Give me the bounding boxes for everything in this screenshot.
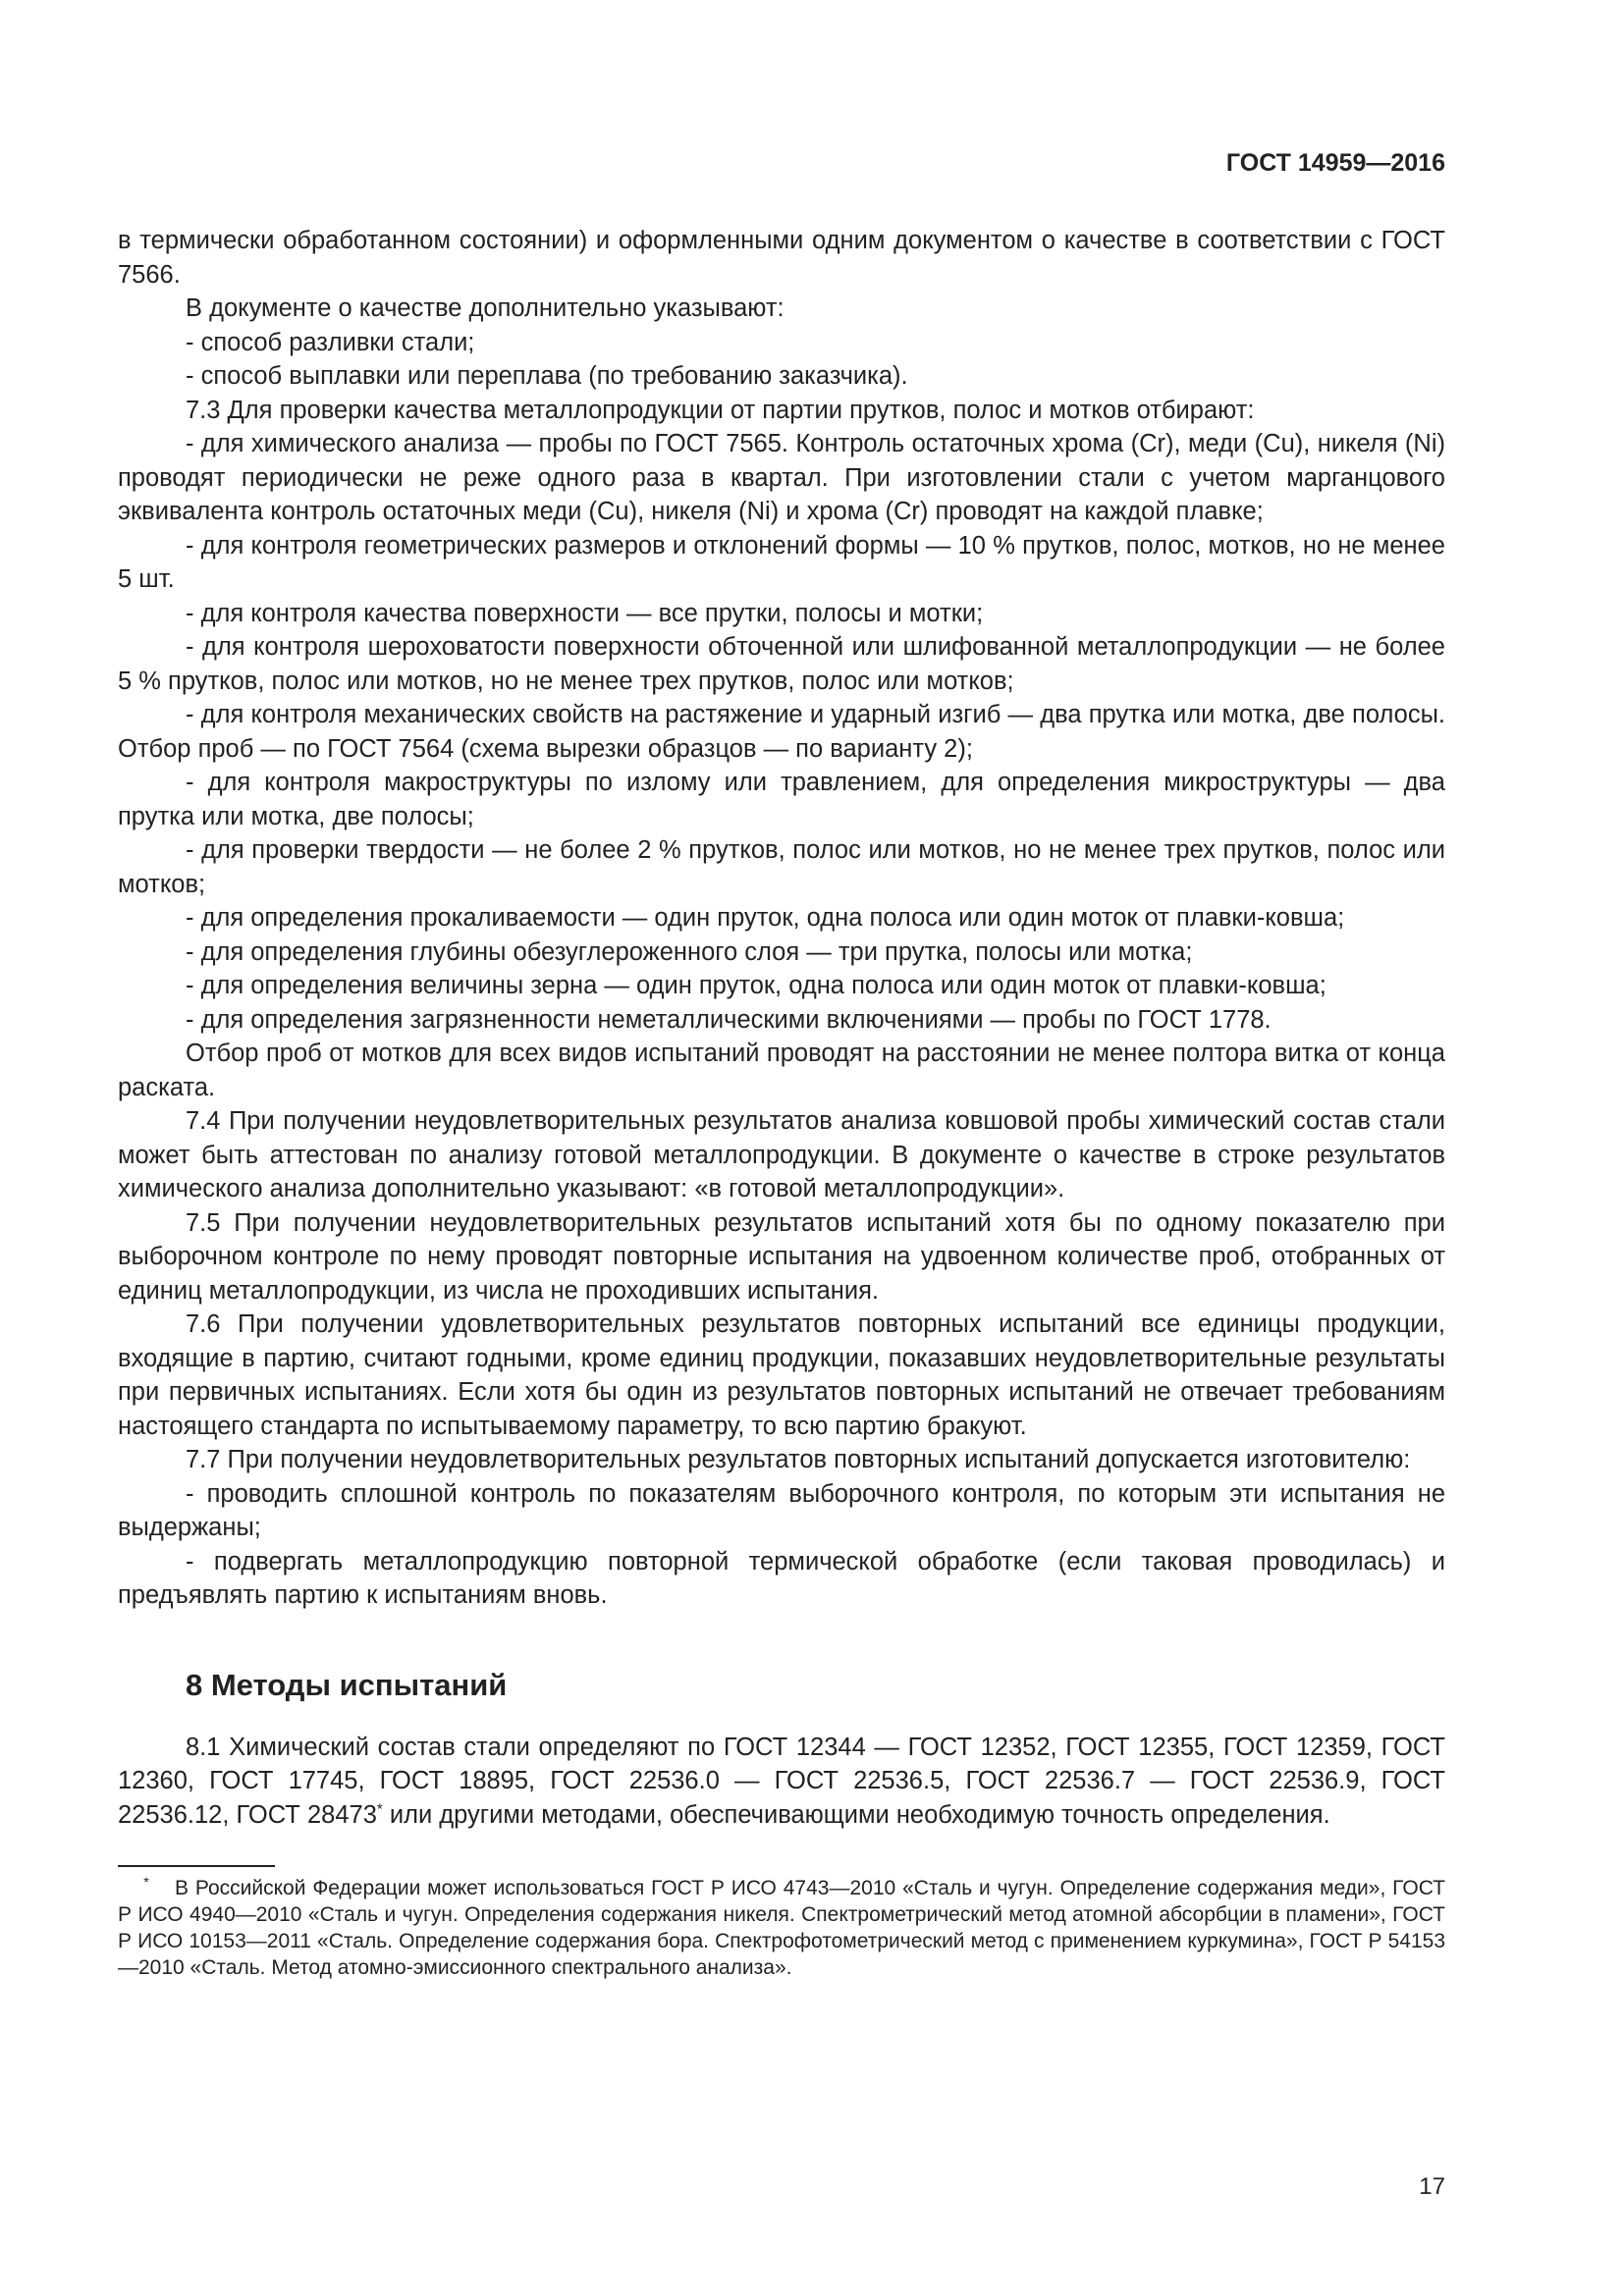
list-item: - для химического анализа — пробы по ГОСТ 7565. Контроль остаточных хрома (Cr), меди (Cu), никеля (Ni) проводят периодически не реже одного раза в квартал. При изготовлении стали с учетом марганцового эквивалента контроль остаточных меди (Cu), никеля (Ni) и хрома (Cr) проводят на каждой плавке; <box>118 430 1445 525</box>
paragraph: Отбор проб от мотков для всех видов испытаний проводят на расстоянии не менее полтора витка от конца раската. <box>118 1040 1445 1101</box>
list-item: - для определения величины зерна — один пруток, одна полоса или один моток от плавки-ковша; <box>186 972 1326 999</box>
list-item: - способ выплавки или переплава (по требованию заказчика). <box>186 362 908 390</box>
list-item: - подвергать металлопродукцию повторной термической обработке (если таковая проводилась) и предъявлять партию к испытаниям вновь. <box>118 1547 1445 1609</box>
list-item: - для проверки твердости — не более 2 % прутков, полос или мотков, но не менее трех прутков, полос или мотков; <box>118 836 1445 898</box>
list-item: - для определения глубины обезуглероженного слоя — три прутка, полосы или мотка; <box>186 937 1193 966</box>
clause-7-3: 7.3 Для проверки качества металлопродукции от партии прутков, полос и мотков отбирают: <box>186 396 1255 424</box>
page-content <box>118 224 1445 1981</box>
clause-7-5: 7.5 При получении неудовлетворительных результатов испытаний хотя бы по одному показателю при выборочном контроле по нему проводят повторные испытания на удвоенном количестве проб, отобранных от единиц металлопродукции, из числа не проходивших испытания. <box>118 1208 1445 1305</box>
footnote-divider <box>118 1865 275 1867</box>
list-item: - для контроля шероховатости поверхности обточенной или шлифованной металлопродукции — не более 5 % прутков, полос или мотков, но не менее трех прутков, полос или мотков; <box>118 633 1445 695</box>
document-header: ГОСТ 14959—2016 <box>1225 149 1445 177</box>
list-item: - для контроля механических свойств на растяжение и ударный изгиб — два прутка или мотка, две полосы. Отбор проб — по ГОСТ 7564 (схема вырезки образцов — по варианту 2); <box>118 701 1445 763</box>
clause-7-6: 7.6 При получении удовлетворительных результатов повторных испытаний все единицы продукции, входящие в партию, считают годными, кроме единиц продукции, показавших неудовлетворительные результаты при первичных испытаниях. Если хотя бы один из результатов повторных испытаний не отвечает требованиям настоящего стандарта по испытываемому параметру, то всю партию бракуют. <box>118 1310 1445 1440</box>
clause-8-1 <box>118 1731 1445 1833</box>
paragraph: в термически обработанном состоянии) и оформленными одним документом о качестве в соответствии с ГОСТ 7566. <box>118 227 1445 289</box>
list-item: - для определения загрязненности неметаллическими включениями — пробы по ГОСТ 1778. <box>186 1005 1272 1034</box>
clause-7-7: 7.7 При получении неудовлетворительных результатов повторных испытаний допускается изготовителю: <box>186 1446 1411 1473</box>
clause-8-1-text: 8.1 Химический состав стали определяют по ГОСТ 12344 — ГОСТ 12352, ГОСТ 12355, ГОСТ 12359, ГОСТ 12360, ГОСТ 17745, ГОСТ 18895, ГОСТ 22536.0 — ГОСТ 22536.5, ГОСТ 22536.7 — ГОСТ 22536.9, ГОСТ 22536.12, ГОСТ 28473 <box>118 1733 1445 1829</box>
clause-8-1-text-end: или другими методами, обеспечивающими необходимую точность определения. <box>382 1800 1330 1829</box>
section-heading: 8 Методы испытаний <box>186 1667 508 1702</box>
footnote: * В Российской Федерации может использоваться ГОСТ Р ИСО 4743—2010 «Сталь и чугун. Определение содержания меди», ГОСТ Р ИСО 4940—2010 «Сталь и чугун. Определения содержания никеля. Спектрометрический метод атомной абсорбции в пламени», ГОСТ Р ИСО 10153—2011 «Сталь. Определение содержания бора. Спектрофотометрический метод с применением куркумина», ГОСТ Р 54153—2010 «Сталь. Метод атомно-эмиссионного спектрального анализа». <box>118 1874 1445 1979</box>
list-item: - для контроля геометрических размеров и отклонений формы — 10 % прутков, полос, мотков, но не менее 5 шт. <box>118 531 1445 593</box>
footnote-text: В Российской Федерации может использоваться ГОСТ Р ИСО 4743—2010 «Сталь и чугун. Определение содержания меди», ГОСТ Р ИСО 4940—2010 «Сталь и чугун. Определения содержания никеля. Спектрометрический метод атомной абсорбции в пламени», ГОСТ Р ИСО 10153—2011 «Сталь. Определение содержания бора. Спектрофотометрический метод с применением куркумина», ГОСТ Р 54153—2010 «Сталь. Метод атомно-эмиссионного спектрального анализа». <box>118 1877 1445 1979</box>
page-number: 17 <box>1419 2173 1445 2200</box>
clause-7-4: 7.4 При получении неудовлетворительных результатов анализа ковшовой пробы химический состав стали может быть аттестован по анализу готовой металлопродукции. В документе о качестве в строке результатов химического анализа дополнительно указывают: «в готовой металлопродукции». <box>118 1107 1445 1202</box>
list-item: - для контроля качества поверхности — все прутки, полосы и мотки; <box>186 599 984 627</box>
list-item: - для контроля макроструктуры по излому или травлением, для определения микроструктуры — два прутка или мотка, две полосы; <box>118 769 1445 830</box>
list-item: - проводить сплошной контроль по показателям выборочного контроля, по которым эти испытания не выдержаны; <box>118 1479 1445 1541</box>
list-item: - способ разливки стали; <box>186 328 475 356</box>
list-item: - для определения прокаливаемости — один пруток, одна полоса или один моток от плавки-ковша; <box>186 904 1345 932</box>
footnote-reference: * <box>376 1800 383 1817</box>
paragraph: В документе о качестве дополнительно указывают: <box>186 294 785 322</box>
